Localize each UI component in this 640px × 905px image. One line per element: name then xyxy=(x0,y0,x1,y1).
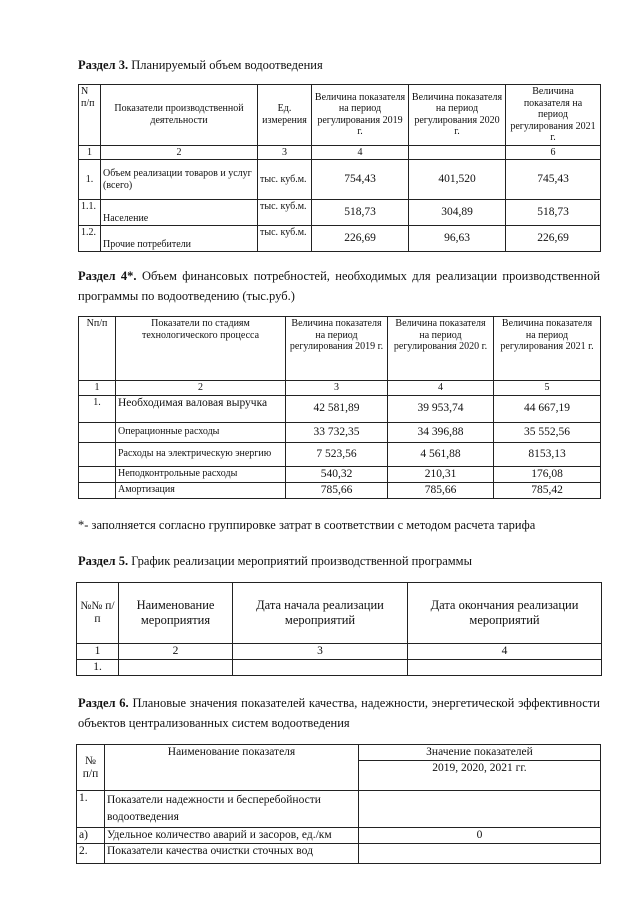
section6-heading-bold: Раздел 6. xyxy=(78,696,129,710)
s3-header-2019: Величина показателя на период регулирования 2019 г. xyxy=(312,85,409,146)
s5-colnum: 2 xyxy=(119,644,233,660)
s5-header-start: Дата начала реализации мероприятий xyxy=(233,583,408,644)
s4-row-num xyxy=(79,466,116,482)
s5-colnum: 3 xyxy=(233,644,408,660)
table-row xyxy=(77,660,602,676)
s3-header-num: N п/п xyxy=(79,85,101,146)
section3-table xyxy=(78,84,601,252)
s3-header-indicator: Показатели производственной деятельности xyxy=(101,85,258,146)
s6-row-num: а) xyxy=(77,828,105,844)
s6-header-value: Значение показателей xyxy=(359,745,601,761)
s4-colnum: 2 xyxy=(116,381,286,396)
s6-row-name: Показатели надежности и бесперебойности водоотведения xyxy=(105,791,359,828)
section6-header-row xyxy=(77,745,601,761)
section5-heading-text: График реализации мероприятий производственной программы xyxy=(131,554,472,568)
s3-header-unit: Ед. измерения xyxy=(258,85,312,146)
table-row xyxy=(79,160,601,200)
s5-colnum: 4 xyxy=(408,644,602,660)
section4-footnote: *- заполняется согласно группировке затрат в соответствии с методом расчета тарифа xyxy=(78,518,536,532)
section6-table xyxy=(76,744,601,864)
s3-row-num: 1.2. xyxy=(79,226,101,252)
s4-row-name: Необходимая валовая выручка xyxy=(116,395,286,422)
s5-row-num: 1. xyxy=(77,660,119,676)
s4-colnum: 3 xyxy=(286,381,388,396)
s5-row-end xyxy=(408,660,602,676)
s4-row-num xyxy=(79,442,116,466)
s4-row-2019: 540,32 xyxy=(286,466,388,482)
table-row xyxy=(79,395,601,422)
s4-header-2020: Величина показателя на период регулирования 2020 г. xyxy=(388,317,494,381)
table-row xyxy=(79,442,601,466)
s3-row-name: Объем реализации товаров и услуг (всего) xyxy=(101,160,258,200)
section4-header-row xyxy=(79,317,601,381)
s4-colnum: 4 xyxy=(388,381,494,396)
s3-header-2021: Величина показателя на период регулирования 2021 г. xyxy=(506,85,601,146)
table-row xyxy=(79,422,601,442)
section3-header-row xyxy=(79,85,601,146)
section4-heading xyxy=(78,266,600,306)
s4-row-name: Операционные расходы xyxy=(116,422,286,442)
s4-colnum: 5 xyxy=(494,381,601,396)
s4-row-2020: 785,66 xyxy=(388,482,494,498)
s3-row-2020: 304,89 xyxy=(409,200,506,226)
s3-row-2021: 518,73 xyxy=(506,200,601,226)
s4-colnum: 1 xyxy=(79,381,116,396)
section5-colnum-row xyxy=(77,644,602,660)
s4-row-2020: 39 953,74 xyxy=(388,395,494,422)
table-row xyxy=(79,200,601,226)
s4-row-2021: 785,42 xyxy=(494,482,601,498)
s5-header-num: №№ п/п xyxy=(77,583,119,644)
s4-row-num xyxy=(79,482,116,498)
s4-row-2021: 44 667,19 xyxy=(494,395,601,422)
s4-row-num xyxy=(79,422,116,442)
section4-heading-bold: Раздел 4*. xyxy=(78,269,137,283)
s3-colnum: 3 xyxy=(258,145,312,160)
section3-heading xyxy=(78,57,578,74)
section3-heading-bold: Раздел 3. xyxy=(78,58,129,72)
s4-row-2019: 42 581,89 xyxy=(286,395,388,422)
s5-colnum: 1 xyxy=(77,644,119,660)
s4-row-name: Расходы на электрическую энергию xyxy=(116,442,286,466)
section5-heading-bold: Раздел 5. xyxy=(78,554,129,568)
s4-row-2019: 785,66 xyxy=(286,482,388,498)
s4-header-2021: Величина показателя на период регулирования 2021 г. xyxy=(494,317,601,381)
section5-header-row xyxy=(77,583,602,644)
s6-row-num: 2. xyxy=(77,844,105,864)
s6-row-value: 0 xyxy=(359,828,601,844)
s3-header-2020: Величина показателя на период регулирования 2020 г. xyxy=(409,85,506,146)
section4-table xyxy=(78,316,601,499)
table-row xyxy=(79,482,601,498)
s4-row-name: Неподконтрольные расходы xyxy=(116,466,286,482)
s4-row-2020: 4 561,88 xyxy=(388,442,494,466)
s4-header-2019: Величина показателя на период регулирования 2019 г. xyxy=(286,317,388,381)
table-row xyxy=(79,466,601,482)
section3-heading-text: Планируемый объем водоотведения xyxy=(131,58,323,72)
s3-colnum: 6 xyxy=(506,145,601,160)
s6-header-years: 2019, 2020, 2021 гг. xyxy=(359,761,601,791)
s3-row-unit: тыс. куб.м. xyxy=(258,200,312,226)
s6-row-value xyxy=(359,791,601,828)
s3-row-2019: 226,69 xyxy=(312,226,409,252)
s3-row-2019: 754,43 xyxy=(312,160,409,200)
section5-heading xyxy=(78,553,578,570)
table-row xyxy=(77,844,601,864)
table-row xyxy=(77,791,601,828)
s5-row-start xyxy=(233,660,408,676)
s3-colnum: 2 xyxy=(101,145,258,160)
s3-colnum: 1 xyxy=(79,145,101,160)
s4-row-name: Амортизация xyxy=(116,482,286,498)
s6-row-name: Удельное количество аварий и засоров, ед./км xyxy=(105,828,359,844)
s4-row-2019: 33 732,35 xyxy=(286,422,388,442)
s3-row-2021: 226,69 xyxy=(506,226,601,252)
s3-row-2019: 518,73 xyxy=(312,200,409,226)
s3-row-unit: тыс. куб.м. xyxy=(258,226,312,252)
s5-header-name: Наименование мероприятия xyxy=(119,583,233,644)
section4-colnum-row xyxy=(79,381,601,396)
s3-row-num: 1.1. xyxy=(79,200,101,226)
s3-row-2021: 745,43 xyxy=(506,160,601,200)
s3-row-name: Население xyxy=(101,200,258,226)
s3-row-2020: 96,63 xyxy=(409,226,506,252)
s3-colnum xyxy=(409,145,506,160)
section6-heading xyxy=(78,693,600,733)
s5-row-name xyxy=(119,660,233,676)
s6-row-name: Показатели качества очистки сточных вод xyxy=(105,844,359,864)
s5-header-end: Дата окончания реализации мероприятий xyxy=(408,583,602,644)
table-row xyxy=(77,828,601,844)
s6-header-num: № п/п xyxy=(77,745,105,791)
s6-header-name: Наименование показателя xyxy=(105,745,359,791)
s3-row-unit: тыс. куб.м. xyxy=(258,160,312,200)
section5-table xyxy=(76,582,602,676)
s3-colnum: 4 xyxy=(312,145,409,160)
s3-row-2020: 401,520 xyxy=(409,160,506,200)
s4-row-2021: 176,08 xyxy=(494,466,601,482)
s3-row-num: 1. xyxy=(79,160,101,200)
s4-row-2021: 35 552,56 xyxy=(494,422,601,442)
s4-row-2020: 34 396,88 xyxy=(388,422,494,442)
s6-row-value xyxy=(359,844,601,864)
section6-heading-text: Плановые значения показателей качества, надежности, энергетической эффективности объектов централизованных систем водоотведения xyxy=(78,696,600,730)
s4-header-num: Nп/п xyxy=(79,317,116,381)
s4-row-2020: 210,31 xyxy=(388,466,494,482)
section3-colnum-row xyxy=(79,145,601,160)
s4-row-2021: 8153,13 xyxy=(494,442,601,466)
s3-row-name: Прочие потребители xyxy=(101,226,258,252)
s4-row-num: 1. xyxy=(79,395,116,422)
s4-header-indicator: Показатели по стадиям технологического процесса xyxy=(116,317,286,381)
s6-row-num: 1. xyxy=(77,791,105,828)
table-row xyxy=(79,226,601,252)
s4-row-2019: 7 523,56 xyxy=(286,442,388,466)
section4-heading-text: Объем финансовых потребностей, необходимых для реализации производственной программы по водоотведению (тыс.руб.) xyxy=(78,269,601,303)
